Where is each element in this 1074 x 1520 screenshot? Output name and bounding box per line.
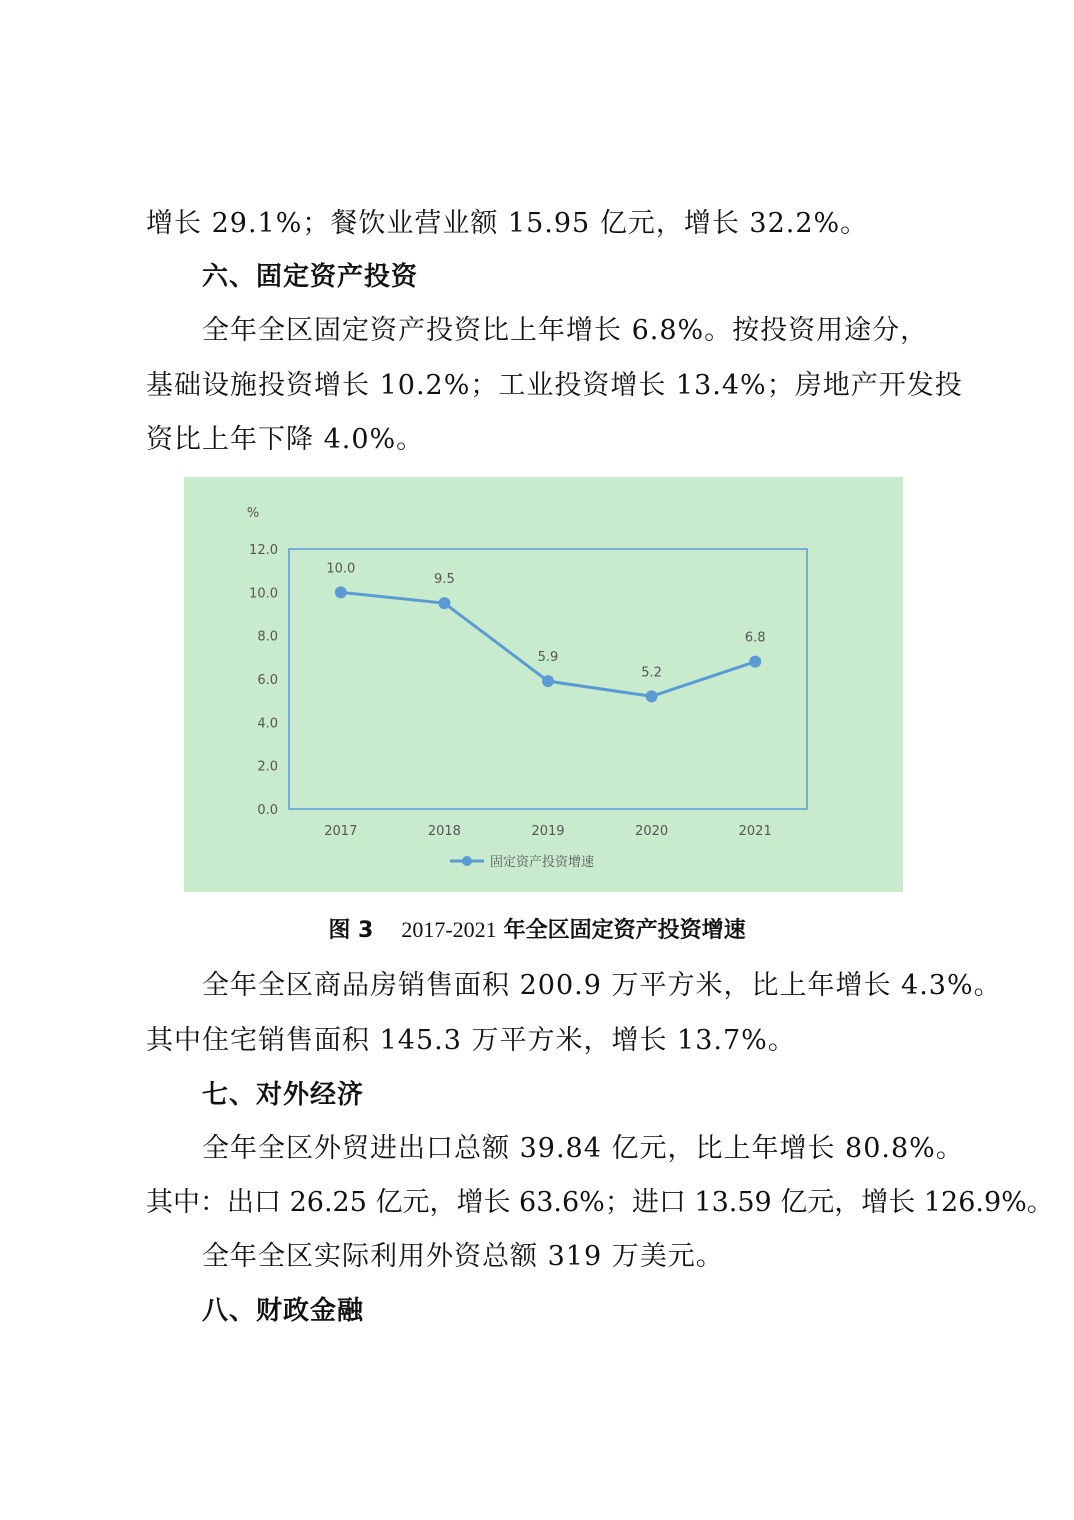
data-point bbox=[646, 690, 658, 702]
section-heading-6: 六、固定资产投资 bbox=[202, 262, 419, 292]
figure-title: 年全区固定资产投资增速 bbox=[503, 918, 746, 943]
paragraph-line: 增长 29.1%；餐饮业营业额 15.95 亿元，增长 32.2%。 bbox=[146, 208, 869, 239]
section-heading-7: 七、对外经济 bbox=[202, 1080, 365, 1110]
data-label: 9.5 bbox=[434, 572, 455, 588]
y-tick-label: 8.0 bbox=[257, 629, 278, 645]
paragraph-line: 其中住宅销售面积 145.3 万平方米，增长 13.7%。 bbox=[146, 1025, 796, 1056]
y-tick-label: 4.0 bbox=[257, 716, 278, 732]
paragraph-line: 全年全区商品房销售面积 200.9 万平方米，比上年增长 4.3%。 bbox=[202, 970, 1002, 1001]
figure-years: 2017-2021 bbox=[401, 917, 497, 942]
line-chart bbox=[184, 477, 903, 892]
paragraph-line: 全年全区固定资产投资比上年增长 6.8%。按投资用途分， bbox=[202, 315, 929, 346]
y-tick-label: 10.0 bbox=[249, 586, 278, 602]
data-label: 5.9 bbox=[537, 650, 559, 666]
paragraph-line: 全年全区外贸进出口总额 39.84 亿元，比上年增长 80.8%。 bbox=[202, 1133, 964, 1164]
x-tick-label: 2019 bbox=[531, 824, 565, 839]
x-tick-label: 2020 bbox=[635, 824, 669, 839]
data-point bbox=[335, 586, 347, 598]
data-point bbox=[542, 675, 554, 687]
paragraph-line: 全年全区实际利用外资总额 319 万美元。 bbox=[202, 1241, 724, 1272]
data-point bbox=[749, 656, 761, 668]
y-tick-label: 0.0 bbox=[257, 803, 278, 818]
figure-caption bbox=[0, 912, 1074, 949]
paragraph-line: 资比上年下降 4.0%。 bbox=[146, 424, 425, 455]
y-tick-label: 2.0 bbox=[257, 759, 278, 775]
data-label: 6.8 bbox=[744, 630, 766, 646]
data-point bbox=[438, 597, 450, 609]
section-heading-8: 八、财政金融 bbox=[202, 1296, 365, 1326]
legend-marker bbox=[462, 856, 472, 866]
figure-label: 图 3 bbox=[328, 918, 374, 943]
data-label: 10.0 bbox=[326, 561, 356, 577]
x-tick-label: 2018 bbox=[427, 824, 461, 839]
data-label: 5.2 bbox=[641, 665, 662, 681]
y-tick-label: 12.0 bbox=[249, 543, 278, 558]
y-axis-unit-label: % bbox=[246, 506, 260, 521]
paragraph-line: 基础设施投资增长 10.2%；工业投资增长 13.4%；房地产开发投 bbox=[146, 370, 963, 401]
paragraph-line: 其中：出口 26.25 亿元，增长 63.6%；进口 13.59 亿元，增长 126.9%。 bbox=[146, 1187, 1054, 1218]
legend-label: 固定资产投资增速 bbox=[490, 855, 595, 870]
x-tick-label: 2021 bbox=[738, 824, 772, 839]
y-tick-label: 6.0 bbox=[257, 673, 278, 688]
chart-svg bbox=[184, 477, 903, 892]
x-tick-label: 2017 bbox=[324, 824, 358, 839]
